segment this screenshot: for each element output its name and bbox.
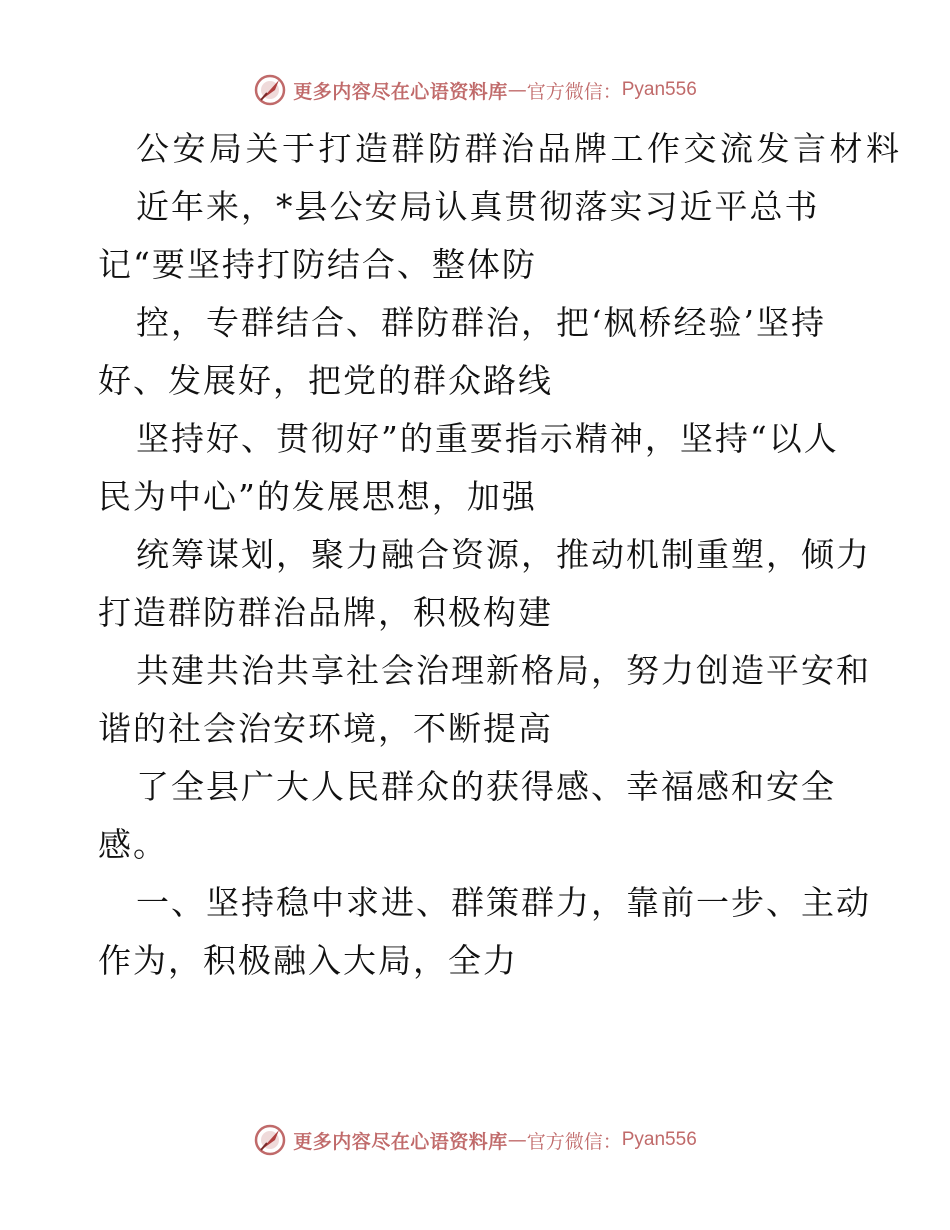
watermark-separator: — xyxy=(507,1129,527,1151)
watermark-text: 更多内容尽在心语资料库 xyxy=(293,1130,508,1153)
paragraph-line: 谐的社会治安环境，不断提高 xyxy=(98,709,553,748)
watermark-separator: — xyxy=(507,79,527,101)
document-title: 公安局关于打造群防群治品牌工作交流发言材料 xyxy=(136,129,903,168)
header-watermark xyxy=(0,70,950,110)
paragraph-line: 民为中心”的发展思想，加强 xyxy=(98,477,537,516)
paragraph-line: 统筹谋划，聚力融合资源，推动机制重塑，倾力 xyxy=(136,535,871,574)
paragraph-line: 坚持好、贯彻好”的重要指示精神，坚持“以人 xyxy=(136,419,839,458)
quill-logo-icon xyxy=(253,1123,287,1157)
paragraph-line: 控，专群结合、群防群治，把‘枫桥经验’坚持 xyxy=(136,303,826,342)
section-heading: 一、坚持稳中求进、群策群力，靠前一步、主动 xyxy=(136,883,871,922)
watermark-text: 更多内容尽在心语资料库 xyxy=(293,80,508,103)
paragraph-line: 感。 xyxy=(98,825,168,864)
quill-logo-icon xyxy=(253,73,287,107)
paragraph-line: 共建共治共享社会治理新格局，努力创造平安和 xyxy=(136,651,871,690)
paragraph-line: 了全县广大人民群众的获得感、幸福感和安全 xyxy=(136,767,836,806)
paragraph-line: 作为，积极融入大局，全力 xyxy=(98,941,518,980)
paragraph-line: 好、发展好，把党的群众路线 xyxy=(98,361,553,400)
wechat-label: 官方微信： xyxy=(526,80,622,103)
footer-watermark xyxy=(0,1120,950,1160)
paragraph-line: 记“要坚持打防结合、整体防 xyxy=(98,245,537,284)
document-body xyxy=(98,120,903,990)
wechat-label: 官方微信： xyxy=(526,1130,622,1153)
paragraph-line: 近年来，*县公安局认真贯彻落实习近平总书 xyxy=(136,187,820,226)
wechat-id: Pyan556 xyxy=(621,1129,697,1150)
wechat-id: Pyan556 xyxy=(621,79,697,100)
paragraph-line: 打造群防群治品牌，积极构建 xyxy=(98,593,553,632)
